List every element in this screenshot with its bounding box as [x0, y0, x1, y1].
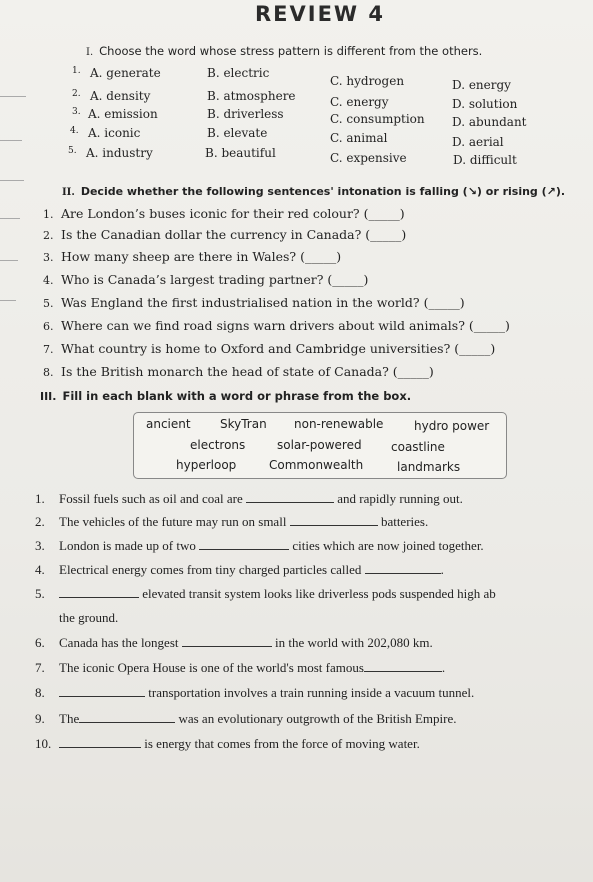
- fill-question-2: 2. The vehicles of the future may run on small batteries.: [35, 514, 429, 529]
- fill-question-4: 4. Electrical energy comes from tiny charged particles called .: [35, 562, 444, 577]
- option-b: B. electric: [207, 66, 270, 80]
- intonation-question-5: 5. Was England the first industrialised nation in the world? (_____): [43, 295, 465, 310]
- answer-blank[interactable]: [365, 562, 441, 574]
- option-d: D. solution: [452, 97, 518, 111]
- section-2-heading: II. Decide whether the following sentences' intonation is falling (↘) or rising (↗).: [62, 185, 566, 198]
- word-box-item: hyperloop: [176, 458, 237, 472]
- mc-question-2: 2. A. density B. atmosphere C. energy D. solution: [72, 89, 518, 111]
- option-a: A. emission: [88, 107, 158, 121]
- word-box-item: coastline: [391, 440, 445, 454]
- option-c: C. energy: [330, 95, 389, 109]
- option-b: B. driverless: [207, 107, 284, 121]
- intonation-question-4: 4. Who is Canada’s largest trading partner? (_____): [43, 272, 369, 287]
- margin-line: [0, 260, 18, 261]
- section-3-heading: III. Fill in each blank with a word or phrase from the box.: [40, 389, 412, 403]
- answer-blank[interactable]: [290, 514, 378, 526]
- intonation-question-8: 8. Is the British monarch the head of state of Canada? (_____): [43, 364, 434, 379]
- option-b: B. beautiful: [205, 146, 276, 160]
- mc-question-4: 4. A. iconic B. elevate C. animal D. aerial: [70, 126, 504, 149]
- answer-blank[interactable]: [199, 538, 289, 550]
- option-c: C. animal: [330, 131, 388, 145]
- answer-blank[interactable]: [79, 711, 175, 723]
- intonation-question-3: 3. How many sheep are there in Wales? (_____): [43, 249, 342, 264]
- word-box-item: ancient: [146, 417, 191, 431]
- option-d: D. difficult: [453, 153, 517, 167]
- option-c: C. hydrogen: [330, 74, 405, 88]
- answer-blank[interactable]: [246, 491, 334, 503]
- fill-question-9: 9. The was an evolutionary outgrowth of the British Empire.: [35, 711, 457, 726]
- option-c: C. expensive: [330, 151, 407, 165]
- fill-question-7: 7. The iconic Opera House is one of the world's most famous .: [35, 660, 446, 675]
- mc-question-1: 1. A. generate B. electric C. hydrogen D. energy: [72, 66, 511, 92]
- answer-blank[interactable]: [182, 635, 272, 647]
- page-title: REVIEW 4: [255, 2, 386, 26]
- margin-line: [0, 96, 26, 97]
- option-c: C. consumption: [330, 112, 425, 126]
- answer-blank[interactable]: [59, 586, 139, 598]
- margin-line: [0, 140, 22, 141]
- option-d: D. aerial: [452, 135, 504, 149]
- word-box: [133, 412, 507, 479]
- intonation-question-1: 1. Are London’s buses iconic for their red colour? (_____): [43, 206, 405, 221]
- intonation-question-2: 2. Is the Canadian dollar the currency in Canada? (_____): [43, 227, 407, 242]
- word-box-item: electrons: [190, 438, 246, 452]
- mc-question-3: 3. A. emission B. driverless C. consumption D. abundant: [72, 107, 527, 129]
- option-a: A. industry: [86, 146, 153, 160]
- section-1-heading: I. Choose the word whose stress pattern is different from the others.: [86, 44, 483, 58]
- option-b: B. atmosphere: [207, 89, 296, 103]
- answer-blank[interactable]: [59, 685, 145, 697]
- answer-blank[interactable]: [59, 736, 141, 748]
- word-box-item: landmarks: [397, 460, 461, 474]
- option-a: A. iconic: [88, 126, 141, 140]
- option-a: A. generate: [90, 66, 161, 80]
- answer-blank[interactable]: [364, 660, 442, 672]
- option-b: B. elevate: [207, 126, 268, 140]
- fill-question-3: 3. London is made up of two cities which are now joined together.: [35, 538, 484, 553]
- fill-question-1: 1. Fossil fuels such as oil and coal are and rapidly running out.: [35, 491, 463, 506]
- word-box-item: non-renewable: [294, 417, 384, 431]
- fill-question-5: 5. elevated transit system looks like driverless pods suspended high ab: [35, 586, 496, 601]
- margin-line: [0, 218, 20, 219]
- word-box-item: hydro power: [414, 419, 490, 433]
- option-d: D. energy: [452, 78, 511, 92]
- option-d: D. abundant: [452, 115, 527, 129]
- fill-question-10: 10. is energy that comes from the force of moving water.: [35, 736, 420, 751]
- intonation-question-7: 7. What country is home to Oxford and Cambridge universities? (_____): [43, 341, 496, 356]
- margin-line: [0, 300, 16, 301]
- word-box-item: SkyTran: [220, 417, 267, 431]
- fill-question-5-continued: the ground.: [59, 610, 119, 625]
- mc-question-5: 5. A. industry B. beautiful C. expensive D. difficult: [68, 146, 517, 167]
- fill-question-8: 8. transportation involves a train running inside a vacuum tunnel.: [35, 685, 475, 700]
- word-box-item: Commonwealth: [269, 458, 364, 472]
- fill-question-6: 6. Canada has the longest in the world with 202,080 km.: [35, 635, 433, 650]
- word-box-item: solar-powered: [277, 438, 362, 452]
- option-a: A. density: [90, 89, 151, 103]
- margin-line: [0, 180, 24, 181]
- intonation-question-6: 6. Where can we find road signs warn drivers about wild animals? (_____): [43, 318, 510, 333]
